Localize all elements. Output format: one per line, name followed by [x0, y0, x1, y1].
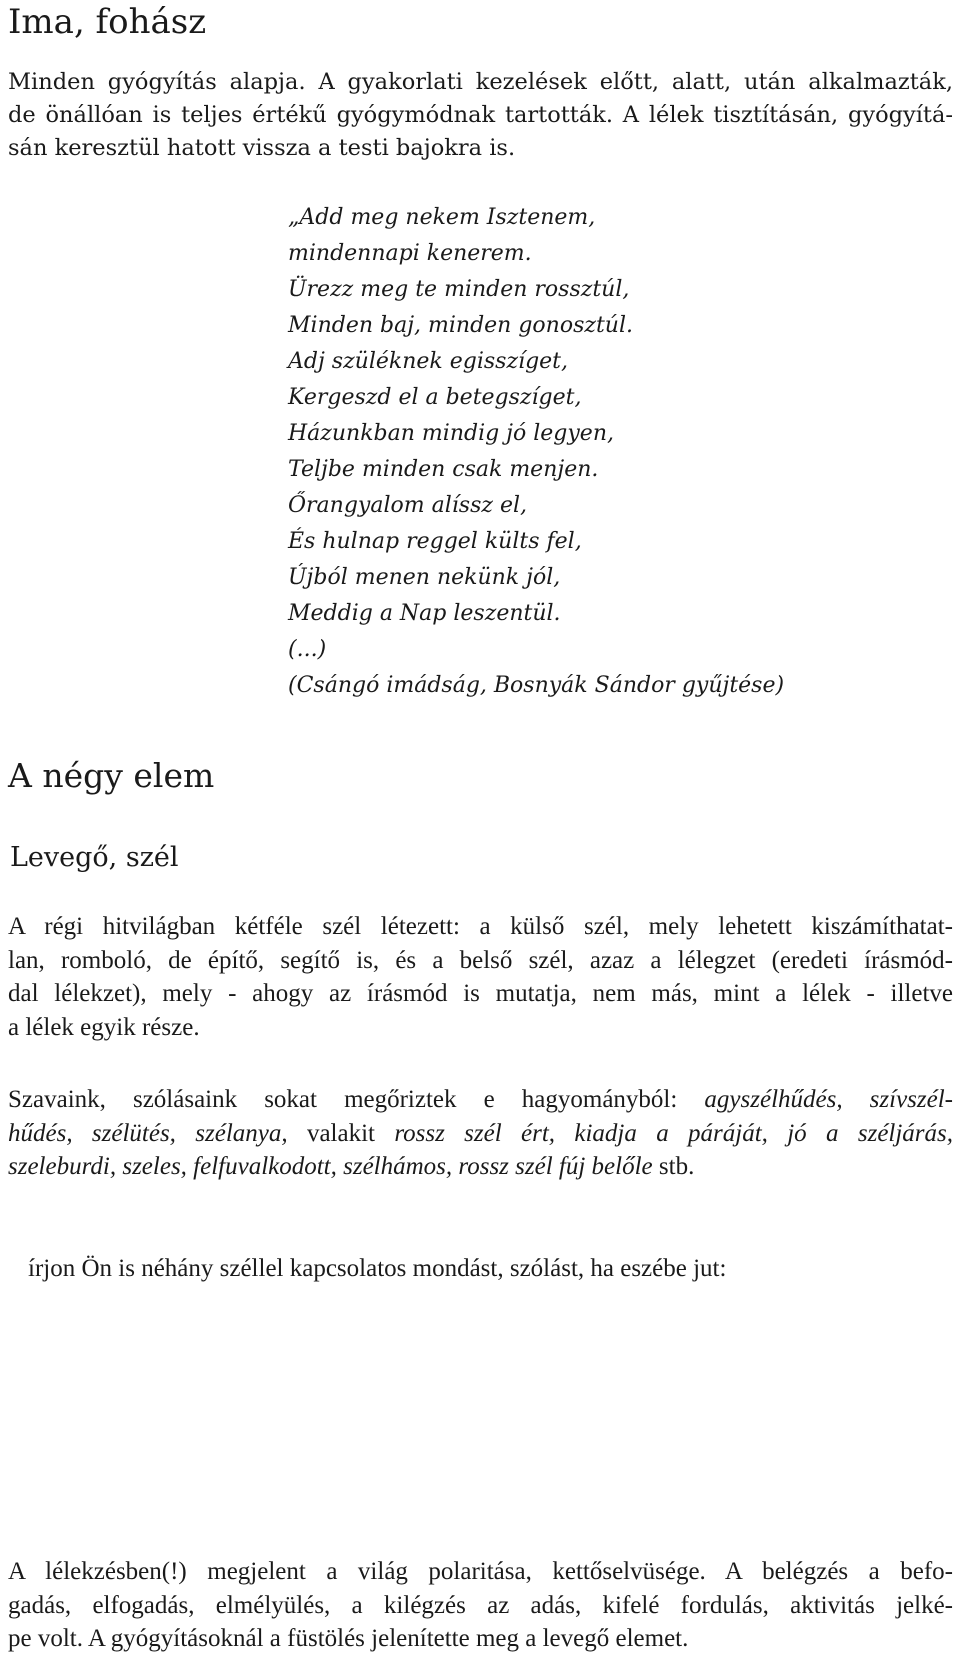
poem-line: Adj szüléknek egisszíget, [288, 349, 569, 374]
wind-paragraph [8, 910, 953, 1044]
paragraph-line: sán keresztül hatott vissza a testi bajokra is. [8, 135, 516, 161]
poem-line: Kergeszd el a betegszíget, [288, 385, 582, 410]
italic-text: agyszélhűdés, szívszél- [704, 1086, 954, 1113]
paragraph-line: pe volt. A gyógyításoknál a füstölés jelenítette meg a levegő elemet. [8, 1625, 689, 1652]
section-title-prayer: Ima, fohász [8, 2, 207, 42]
poem-line: „Add meg nekem Isztenem, [288, 205, 596, 230]
subsection-title-air: Levegő, szél [10, 842, 179, 873]
sayings-paragraph [8, 1083, 953, 1184]
poem-line: Őrangyalom alíssz el, [288, 493, 528, 518]
poem-line: (...) [288, 637, 327, 662]
plain-text: Szavaink, szólásaink sokat megőriztek e hagyományból: [8, 1086, 705, 1113]
paragraph-line: dal lélekzet), mely - ahogy az írásmód is mutatja, nem más, mint a lélek - illetve [8, 980, 953, 1007]
poem-line: Ürezz meg te minden rossztúl, [288, 277, 630, 302]
italic-text: hűdés, szélütés, szélanya, [8, 1119, 288, 1147]
poem-line: mindennapi kenerem. [288, 241, 532, 266]
paragraph-line: a lélek egyik része. [8, 1013, 200, 1041]
poem-line: Meddig a Nap leszentül. [288, 601, 561, 626]
paragraph-line: de önállóan is teljes értékű gyógymódnak tartották. A lélek tisztításán, gyógyítá- [8, 102, 953, 128]
breathing-paragraph [8, 1555, 953, 1656]
paragraph-line [8, 1150, 953, 1184]
poem-line: Teljbe minden csak menjen. [288, 457, 599, 482]
italic-text: szeleburdi, szeles, felfuvalkodott, szélhámos, rossz szél fúj belőle [8, 1153, 653, 1180]
section-title-four-elements: A négy elem [8, 756, 215, 795]
intro-paragraph [8, 66, 953, 165]
paragraph-line [8, 1117, 953, 1151]
paragraph-line: lan, romboló, de építő, segítő is, és a belső szél, azaz a lélegzet (eredeti írásmód- [8, 946, 953, 974]
paragraph-line: A régi hitvilágban kétféle szél létezett: a külső szél, mely lehetett kiszámíthatat- [8, 913, 953, 940]
poem-citation: (Csángó imádság, Bosnyák Sándor gyűjtése) [288, 673, 785, 698]
poem-line: Minden baj, minden gonosztúl. [288, 313, 633, 338]
poem-line: Újból menen nekünk jól, [288, 565, 561, 590]
paragraph-line [8, 1083, 953, 1117]
writing-prompt: írjon Ön is néhány széllel kapcsolatos mondást, szólást, ha eszébe jut: [28, 1255, 727, 1282]
paragraph-line: A lélekzésben(!) megjelent a világ polaritása, kettőselvüsége. A belégzés a befo- [8, 1558, 953, 1585]
plain-text: valakit [287, 1119, 395, 1147]
paragraph-line: Minden gyógyítás alapja. A gyakorlati kezelések előtt, alatt, után alkalmazták, [8, 69, 953, 95]
paragraph-line: gadás, elfogadás, elmélyülés, a kilégzés az adás, kifelé fordulás, aktivitás jelké- [8, 1591, 953, 1619]
plain-text: stb. [652, 1153, 695, 1180]
italic-text: rossz szél ért, kiadja a páráját, jó a széljárás, [394, 1119, 954, 1147]
prayer-poem [288, 200, 784, 704]
poem-line: Házunkban mindig jó legyen, [288, 421, 614, 446]
poem-line: És hulnap reggel külts fel, [288, 529, 582, 554]
